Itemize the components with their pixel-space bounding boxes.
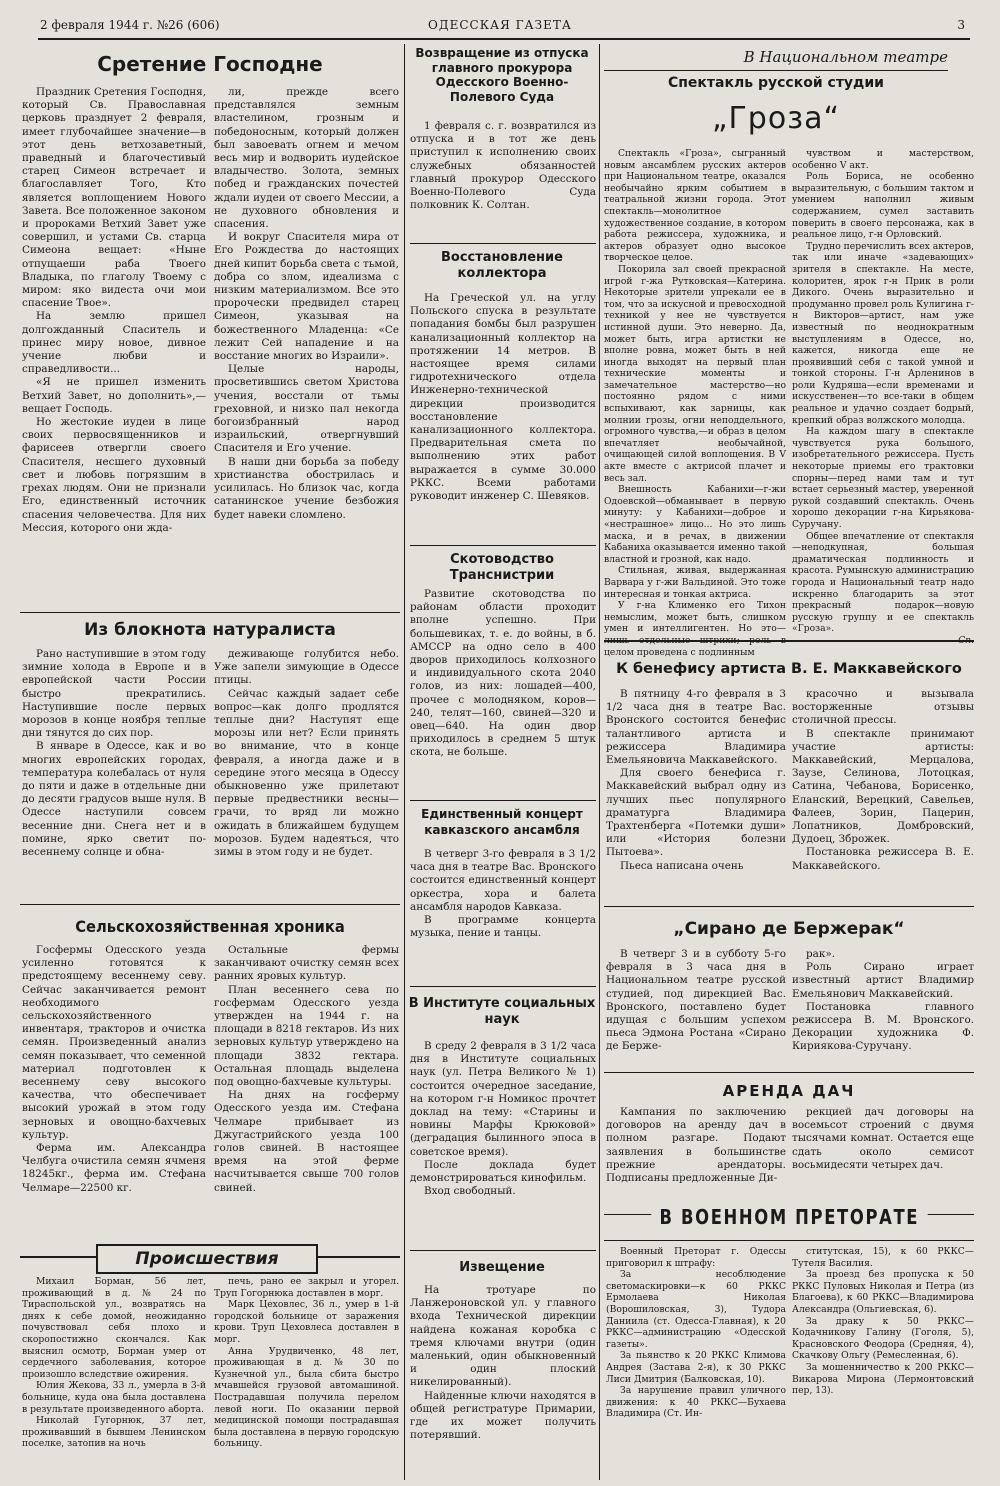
- concert-title: Единственный концерт кавказского ансамбля: [421, 807, 583, 837]
- prosecutor-title: Возвращение из отпуска главного прокурора Одесского Военно-Полевого Суда: [415, 46, 589, 104]
- paragraph: Госфермы Одесского уезда усиленно готовятся к предстоящему весеннему севу. Сейчас заканчивается ремонт необходимого сельскохозяйственного инвентаря, тракторов и очистка семян. Произведенный анализ семян показывает, что семенной материал подготовлен к весеннему севу высокого качества, что обеспечивает высокий урожай в этом году зерновых и овощно-бахчевых культур.: [22, 944, 206, 1141]
- groza-subtitle-text: Спектакль русской студии: [667, 75, 884, 91]
- paragraph: Но жестокие иудеи в лице своих первосвященников и фарисеев отвергли своего Спасителя, несшего духовный свет и любовь погрязшим в грехах людям. Они не признали Его, единственный источник спасения человечества. Для них Мессия, которого они жда-: [22, 416, 206, 534]
- sretenie-title: Сретение Господне: [97, 52, 323, 76]
- paragraph: В четверг 3 и в субботу 5-го февраля в 3 часа дня в Национальном театре русской студией, под дирекцией Вас. Вронского, поставлено будет идущая с большим успехом пьеса Эдмона Ростана «Сирано де Берже-: [606, 948, 786, 1053]
- benefit-title: К бенефису артиста В. Е. Маккавейского: [616, 661, 962, 677]
- paragraph: На днях на госферму Одесского уезда им. Стефана Челмаре прибывает из Джугастрийского уезда 100 голов свиней. В настоящее время на этой ферме насчитывается свыше 700 голов свиней.: [214, 1089, 399, 1194]
- incidents-title-box: [96, 1244, 318, 1274]
- collector-header: [408, 250, 596, 288]
- paragraph: Роль Бориса, не особенно выразительную, с большим тактом и умением наполнил живым содержанием, сумел заставить поверить в своего персонажа, как в реальное лицо, г-н Орловский.: [792, 171, 974, 241]
- paragraph: Ферма им. Александра Челбуга очистила семян ячменя 18245кг., ферма им. Стефана Челмаре—22500 кг.: [22, 1142, 206, 1194]
- paragraph: Целые народы, просветившись светом Христова учения, восстали от тьмы греховной, и низко пал некогда богоизбранный народ израильский, отвергнувший Спасителя и Его учение.: [214, 363, 399, 455]
- dacha-column-2: [792, 1106, 974, 1196]
- paragraph: Развитие скотоводства по районам области проходит вполне успешно. При большевиках, т. е. до войны, в б. АМССР на одно село в 400 дворов приходилось колхозного и индивидуального скота 2040 голов, из них: лошадей—400, прочее с молодняком, коров—240, телят—160, свиней—320 и овец—640. На один двор приходилось в среднем 5 штук скота, не больше.: [410, 588, 596, 759]
- agri-header: [20, 914, 400, 944]
- cyrano-column-2: [792, 948, 974, 1068]
- paragraph: Трудно перечислить всех актеров, так или иначе «задевающих» зрителя в спектакле. На месте, колоритен, ярок г-н Прик в роли Дикого. Очень выразительно и продуманно провел роль Кулигина г-н Викторов—артист, нам уже известный по неоднократным выступлениям в Одессе, но, кажется, никогда еще не проявивший себя с такой умной и тонкой стороны. Г-н Арленинов в роли Кудряша—если временами и искусственен—то все-таки в общем реальное и удачно создает бодрый, крепкий образ волжского молодца.: [792, 240, 974, 426]
- incidents-title: Происшествия: [135, 1249, 279, 1269]
- cyrano-title: „Сирано де Бержерак“: [673, 919, 905, 939]
- paragraph: На тротуаре по Ланжероновской ул. у главного входа Технической дирекции найдена кожаная коробка с тремя ключами внутри (один маленький, один обыкновенный и один плоский никелированный).: [410, 1284, 596, 1389]
- newspaper-title: ОДЕССКАЯ ГАЗЕТА: [428, 18, 572, 32]
- naturalist-header: [20, 618, 400, 648]
- paragraph: Кампания по заключению договоров на аренду дач в полном разгаре. Подают заявления в большинстве прежние арендаторы. Подписаны предложенные Ди-: [606, 1106, 786, 1185]
- paragraph: Постановка режиссера В. Е. Маккавейского.: [792, 846, 974, 872]
- paragraph: Найденные ключи находятся в общей регистратуре Примарии, где их может получить потерявший.: [410, 1389, 596, 1442]
- paragraph: Анна Урудвиченко, 48 лет, проживающая в д. № 30 по Кузнечной ул., была сбита быстро мчавшейся грузовой автомашиной. Пострадавшая получила перелом левой ноги. По оказании первой медицинской помощи пострадавшая была доставлена в первую городскую больницу.: [214, 1345, 399, 1450]
- paragraph: За проезд без пропуска к 50 РККС Пуловых Николая и Петра (из Благоева), к 60 РККС—Владимирова Александра (Ольгиевская, 6).: [792, 1269, 974, 1315]
- groza-header: [604, 96, 948, 142]
- concert-text: [410, 848, 596, 972]
- paragraph: На землю пришел долгожданный Спаситель и принес миру новое, дивное учение любви и справедливости...: [22, 310, 206, 376]
- pretorat-column-2: [792, 1246, 974, 1480]
- collector-title: Восстановление коллектора: [441, 250, 563, 281]
- paragraph: Михаил Борман, 56 лет, проживающий в д. № 24 по Тираспольской ул., возвратясь на днях к себе домой, неожиданно почувствовал себя плохо и скоропостижно скончался. Как выяснил осмотр, Борман умер от сердечного заболевания, которое произошло вследствие ожирения.: [22, 1276, 206, 1380]
- paragraph: В среду 2 февраля в 3 1/2 часа дня в Институте социальных наук (ул. Петра Великого № 1) состоится очередное заседание, на котором г-н Номикос прочтет доклад на тему: «Старины и новины Марфы Крюковой» (деградация былинного эпоса в советское время).: [410, 1040, 596, 1158]
- paragraph: Постановка главного режиссера В. М. Вронского. Декорации художника Ф. Кирияковa-Суручану.: [792, 1000, 974, 1053]
- groza-column-2: [792, 148, 974, 635]
- paragraph: Рано наступившие в этом году зимние холода в Европе и в европейской части России быстро прекратились. Наступившие после первых морозов в конце ноября теплые дни тянутся до сих пор.: [22, 648, 206, 740]
- paragraph: печь, рано ее закрыл и угорел. Труп Гогорнюка доставлен в морг.: [214, 1276, 399, 1299]
- cyrano-column-1: [606, 948, 786, 1068]
- paragraph: Покорила зал своей прекрасной игрой г-жа Рутковская—Катерина. Некоторые зрители упрекали ее в том, что за искусной и превосходной техникой у нее не чувствуется истинной души. Это неверно. Да, может быть, игра артистки не вполне ровна, может быть в ней иногда выходят на первый план технические моменты и замечательное мастерство—но постоянно рядом с ними вспыхивают, как зарницы, как молнии грозы, огни неподдельного, огромного чувства,—и образ в целом впечатляет необычайной, очищающей силой воплощения. В V акте вместе с актрисой плачет и весь зал.: [604, 263, 786, 484]
- agri-column-1: [22, 944, 206, 1236]
- dacha-title: АРЕНДА ДАЧ: [722, 1082, 856, 1100]
- paragraph: Внешность Кабанихи—г-жи Одоевской—обманывает в первую минуту: у Кабанихи—доброе и «нестрашное» лицо... Но это лишь маска, и в речах, в движении Кабаниха оказывается именно такой властной и грозной, как надо.: [604, 484, 786, 565]
- paragraph: рак».: [806, 948, 836, 960]
- benefit-column-1: [606, 688, 786, 898]
- pretorat-column-1: [606, 1246, 786, 1480]
- paragraph: Вход свободный.: [424, 1185, 516, 1198]
- cattle-title: Скотоводство Транснистрии: [449, 552, 555, 583]
- paragraph: Спектакль «Гроза», сыгранный новым ансамблем русских актеров при Национальном театре, оказался необычайно ярким событием в театральной жизни города. Этот спектакль—монолитное художественное создание, в котором работа режиссера, художника, и актеров образует одно высокое творческое целое.: [604, 148, 786, 264]
- sretenie-column-2: [214, 86, 399, 606]
- benefit-column-2: [792, 688, 974, 898]
- divider: [604, 1240, 974, 1241]
- groza-subtitle: [604, 72, 948, 94]
- institute-header: [408, 996, 596, 1032]
- paragraph: План весеннего сева по госфермам Одесского уезда утвержден на 1944 г. на площади в 8218 гектаров. Из них зерновых культур утверждено на площади 3832 гектара. Остальная площадь выделена под овощно-бахчевые культуры.: [214, 983, 399, 1089]
- paragraph: За пьянство к 20 РККС Климова Андрея (Застава 2-я), к 30 РККС Лиси Дмитрия (Балковская, 10).: [606, 1350, 786, 1385]
- divider: [604, 70, 948, 71]
- paragraph: 1 февраля с. г. возвратился из отпуска и в тот же день приступил к исполнению своих служебных обязанностей главный прокурор Одесского Военно-Полевого Суда полковник К. Солтан.: [410, 120, 596, 212]
- cattle-header: [408, 552, 596, 588]
- divider: [410, 1250, 596, 1251]
- paragraph: И вокруг Спасителя мира от Его Рождества до настоящих дней кипит борьба света с тьмой, добра со злом, идеализма с низким материализмом. Все это пророчески предвидел старец Симеон, указывая на божественного Младенца: «Се лежит Сей нападение и на восстание многих во Израили».: [214, 231, 399, 363]
- paragraph: За нарушение правил уличного движения: к 40 РККС—Бухаева Владимира (Ст. Ин-: [606, 1385, 786, 1420]
- sretenie-column-1: [22, 86, 206, 606]
- paragraph: Марк Цеховлес, 36 л., умер в 1-й городской больнице от заражения крови. Труп Цеховлеса доставлен в морг.: [214, 1299, 399, 1345]
- paragraph: В четверг 3-го февраля в 3 1/2 часа дня в театре Вас. Вронского состоится единственный концерт оркестра, хора и балета ансамбля народов Кавказа.: [410, 848, 596, 913]
- divider: [410, 800, 596, 801]
- cyrano-header: [604, 914, 974, 944]
- divider: [604, 640, 974, 642]
- paragraph: Общее впечатление от спектакля—неподкупная, большая драматическая подлинность и красота. Румынскую администрацию города и Национальный театр надо искренно благодарить за этот прекрасный подарок—новую русскую группу и ее спектакль «Гроза».: [792, 530, 974, 635]
- benefit-header: [604, 652, 974, 686]
- divider: [410, 243, 596, 244]
- groza-column-1: [604, 148, 786, 658]
- paragraph: Юлия Жекова, 33 л., умерла в 3-й больнице, куда она была доставлена в результате произведенного аборта.: [22, 1380, 206, 1415]
- paragraph: Остальные фермы заканчивают очистку семян всех ранних яровых культур.: [214, 944, 399, 983]
- paragraph: деживающе голубится небо. Уже запели зимующие в Одессе птицы.: [214, 648, 399, 687]
- paragraph: ли, прежде всего представлялся земным властелином, грозным и победоносным, который должен был завоевать огнем и мечом весь мир и водворить иудейское владычество. Золота, земных побед и гражданских почестей ждали иудеи от своего Мессии, а не духовного обновления и спасения.: [214, 86, 399, 231]
- institute-title: В Институте социальных наук: [408, 996, 596, 1027]
- paragraph: рекцией дач договоры на восемьсот строений с двумя тысячами комнат. Остается еще сдать около семисот восьмидесяти четырех дач.: [792, 1106, 974, 1171]
- divider: [604, 1072, 974, 1073]
- groza-kicker-text: В Национальном театре: [743, 48, 948, 66]
- notice-header: [408, 1258, 596, 1282]
- collector-text: [410, 292, 596, 542]
- paragraph: За мошенничество к 200 РККС—Викарова Мирона (Лермонтовский пер, 13).: [792, 1361, 974, 1397]
- notice-title: Извещение: [459, 1260, 545, 1275]
- sretenie-header: [20, 50, 400, 84]
- paragraph: Стильная, живая, выдержанная Варвара у г-жи Вальдиной. Это тоже интересная и тонкая актриса.: [604, 565, 786, 600]
- paragraph: Сейчас каждый задает себе вопрос—как долго продлятся теплые дни? Наступят еще морозы или нет? Если принять во внимание, что в конце февраля, а иногда даже и в середине этого месяца в Одессу обыкновенно уже прилетают первые предвестники весны—грачи, то вряд ли можно ожидать в ближайшем будущем морозов. Будем надеяться, что зимы в этом году и не будет.: [214, 687, 399, 859]
- dacha-header: [604, 1078, 974, 1104]
- divider: [20, 612, 400, 613]
- paragraph: Военный Преторат г. Одессы приговорил к штрафу:: [606, 1246, 786, 1269]
- prosecutor-text: [410, 120, 596, 238]
- pretorat-banner: [604, 1200, 974, 1234]
- agri-title: Сельскохозяйственная хроника: [75, 917, 345, 936]
- naturalist-column-2: [214, 648, 399, 898]
- paragraph: В наши дни борьба за победу христианства обострилась и усилилась. Но близок час, когда сатанинское учение безбожия будет навеки сломлено.: [214, 455, 399, 521]
- paragraph: На Греческой ул. на углу Польского спуска в результате попадания бомбы был разрушен канализационный коллектор на протяжении 14 метров. В настоящее время силами гидротехнического отдела Инженерно-технической дирекции производится восстановление канализационного коллектора. Предварительная смета по выполнению этих работ выражается в сумме 30.000 РККС. Всеми работами руководит инженер С. Шевяков.: [410, 292, 596, 503]
- divider: [20, 904, 400, 905]
- paragraph: В пятницу 4-го февраля в 3 1/2 часа дня в театре Вас. Вронского состоится бенефис талантливого артиста и режиссера Владимира Емельяновича Маккавейского.: [606, 688, 786, 767]
- prosecutor-header: [408, 46, 596, 118]
- paragraph: За несоблюдение светомаскировки—к 60 РККС Ермолаева Николая (Ворошиловская, 3), Тудора Даниила (ст. Одесса-Главная), к 20 РККС—администрацию «Одесской газеты».: [606, 1269, 786, 1350]
- paragraph: Для своего бенефиса г. Маккавейский выбрал одну из лучших пьес популярного драматурга Владимира Трахтенберга «Потемки души» или «История болезни Пытоева».: [606, 767, 786, 859]
- groza-kicker: [604, 48, 948, 70]
- dacha-column-1: [606, 1106, 786, 1196]
- paragraph: Роль Сирано играет известный артист Владимир Емельянович Маккавейский.: [792, 961, 974, 1000]
- naturalist-column-1: [22, 648, 206, 898]
- institute-text: [410, 1040, 596, 1240]
- paragraph: В спектакле принимают участие артисты: Маккавейский, Мерцалова, Заузе, Селинова, Лотоцкая, Сатина, Чебанова, Борисенко, Еланский, Верецкий, Савельев, Фалеев, Зорин, Пацерин, Лопатников, Домбровский, Дудоец, Зброжек.: [792, 727, 974, 846]
- paragraph: В программе концерта музыка, пение и танцы.: [410, 914, 596, 940]
- paragraph: Пьеса написана очень: [620, 859, 744, 872]
- paragraph: ститутская, 15), к 60 РККС—Тутеля Василия.: [792, 1246, 974, 1269]
- incidents-column-1: [22, 1276, 206, 1480]
- groza-title: „Гроза“: [711, 101, 841, 136]
- divider: [410, 986, 596, 987]
- paragraph: красочно и вызывала восторженные отзывы столичной прессы.: [792, 688, 974, 727]
- column-rule-2: [599, 44, 600, 1480]
- divider: [604, 906, 974, 907]
- divider: [410, 545, 596, 546]
- paragraph: «Я не пришел изменить Ветхий Завет, но дополнить»,—вещает Господь.: [22, 376, 206, 415]
- naturalist-title: Из блокнота натуралиста: [84, 620, 336, 640]
- paragraph: В январе в Одессе, как и во многих европейских городах, температура колебалась от нуля до пяти и даже в отдельные дни до десяти градусов выше нуля. В Одессе наступили совсем весенние дни. Снега нет и в помине, ярко светит по-весеннему солнце и обна-: [22, 740, 206, 859]
- masthead-rule: [38, 38, 970, 40]
- masthead: [0, 14, 1000, 36]
- paragraph: чувством и мастерством, особенно V акт.: [792, 148, 974, 171]
- notice-text: [410, 1284, 596, 1480]
- agri-column-2: [214, 944, 399, 1236]
- pretorat-title: В ВОЕННОМ ПРЕТОРАТЕ: [651, 1200, 927, 1234]
- cattle-text: [410, 588, 596, 796]
- concert-header: [408, 806, 596, 842]
- page-number: 3: [957, 18, 965, 32]
- paragraph: Николай Гугорнюк, 37 лет, проживавший в бывшем Ленинском поселке, затопив на ночь: [22, 1415, 206, 1450]
- issue-date: 2 февраля 1944 г. №26 (606): [40, 18, 220, 32]
- paragraph: После доклада будет демонстрироваться кинофильм.: [410, 1158, 596, 1185]
- paragraph: За драку к 50 РККС—Кодачникову Галину (Гоголя, 5), Красновского Феодора (Средняя, 4), Скачкову Ольгу (Ремесленная, 6).: [792, 1315, 974, 1362]
- incidents-column-2: [214, 1276, 399, 1480]
- column-rule-1: [404, 44, 405, 1480]
- paragraph: У г-на Клименко его Тихон немыслим, может быть, слишком умен и интеллигентен. Но это— целом проведена с подлинным: [604, 600, 786, 658]
- paragraph: Праздник Сретения Господня, который Св. Православная церковь празднует 2 февраля, имеет глубочайшее значение—в этот день ветхозаветный, праведный и благочестивый старец Симеон встречает и благославляет Того, Кто является воплощением Нового Завета. Все положенное законом и пророками Ветхий Завет уже совершил, и устами Св. старца Симеона вещает: «Ныне отпущаеши раба Твоего Владыка, по глаголу Твоему с миром: яко видеста очи мои спасение Твое».: [22, 86, 206, 310]
- paragraph: На каждом шагу в спектакле чувствуется рука большого, изобретательного режиссера. Пусть некоторые приемы его трактовки спорны—перед нами там и тут встает серьезный мастер, уверенной рукой создавший спектакль. Очень хорошо декорации г-на Кирьякова-Суручану.: [792, 426, 974, 530]
